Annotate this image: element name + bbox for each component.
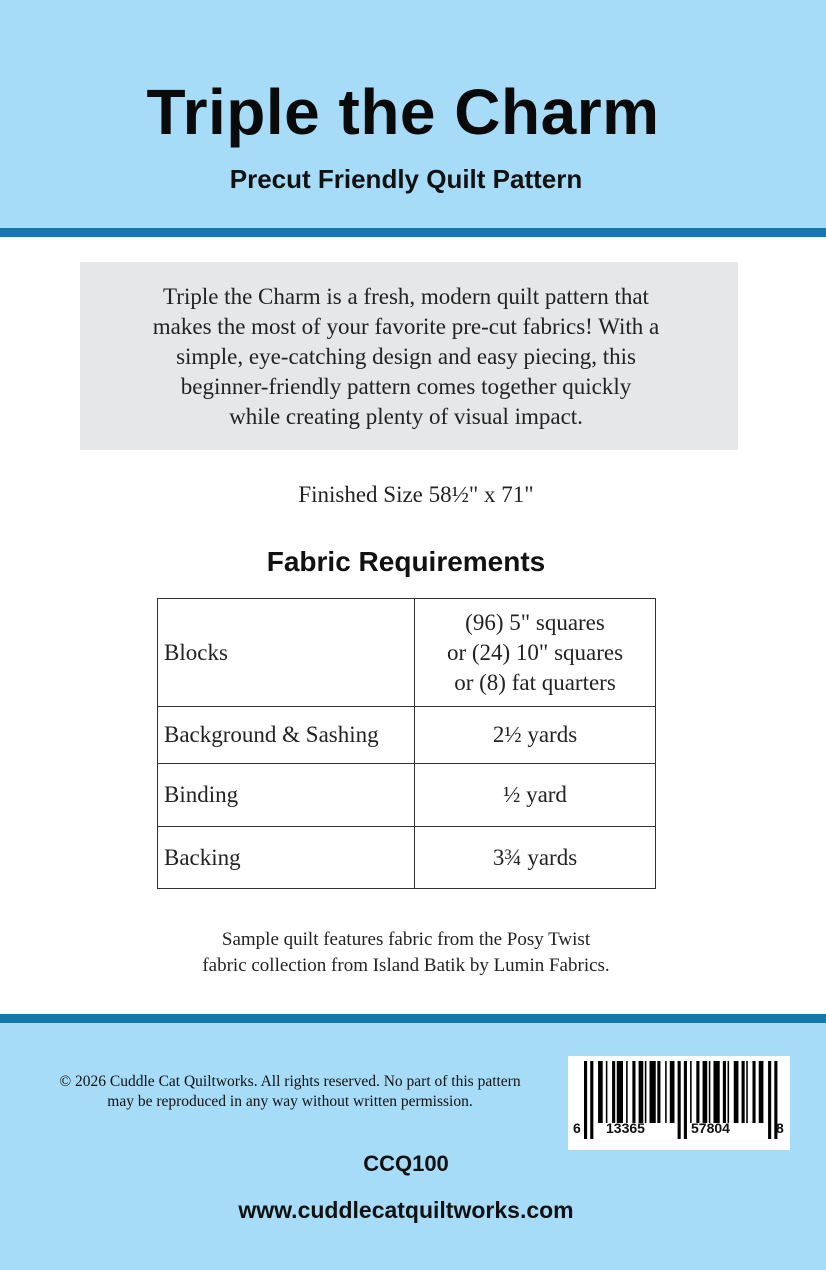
barcode-bar [617,1061,623,1123]
sample-fabric-note [0,927,812,979]
pattern-title: Triple the Charm [146,76,660,148]
barcode-bar [626,1061,628,1123]
bottom-divider [0,1014,826,1023]
description-line: makes the most of your favorite pre-cut fabrics! With a [152,314,660,339]
description-text [80,282,732,432]
fabric-requirements-heading: Fabric Requirements [266,546,546,577]
barcode-bar [612,1061,615,1123]
pattern-subtitle: Precut Friendly Quilt Pattern [229,164,583,194]
barcode-guard-bar [768,1061,771,1139]
copyright-line: may be reproduced in any way without written permission. [107,1093,473,1110]
table-row [158,707,656,764]
finished-size: Finished Size 58½" x 71" [298,482,534,507]
barcode-bar [742,1061,745,1123]
barcode-first-digit: 6 [573,1120,581,1136]
barcode-bar [752,1061,755,1123]
barcode-bar [598,1061,603,1123]
barcode-bar [734,1061,739,1123]
table-row [158,827,656,889]
fabric-amount: ½ yard [415,764,656,827]
description-line: beginner-friendly pattern comes together quickly [180,374,632,399]
upc-barcode [568,1056,790,1150]
fabric-amount-line: (96) 5" squares [465,609,605,635]
barcode-bar [728,1061,730,1123]
barcode-bar [606,1061,608,1123]
fabric-item: Blocks [158,599,415,707]
fabric-item: Background & Sashing [158,707,415,764]
fabric-requirements-table [157,598,656,889]
table-row [158,764,656,827]
fabric-item: Backing [158,827,415,889]
barcode-bar [690,1061,692,1123]
barcode-right-group: 57804 [691,1120,730,1136]
description-line: while creating plenty of visual impact. [229,404,583,429]
fabric-amount-line: or (24) 10" squares [446,639,624,665]
fabric-amount [415,599,656,707]
barcode-bar [703,1061,708,1123]
barcode-bar [639,1061,644,1123]
product-sku: CCQ100 [363,1151,449,1176]
barcode-check-digit: 8 [776,1120,784,1136]
description-line: simple, eye-catching design and easy piecing, this [176,344,636,369]
barcode-bar [657,1061,660,1123]
copyright-line: © 2026 Cuddle Cat Quiltworks. All rights reserved. No part of this pattern [59,1073,521,1090]
sample-note-line: fabric collection from Island Batik by Lumin Fabrics. [202,955,610,976]
barcode-guard-bar [584,1061,587,1139]
description-line: Triple the Charm is a fresh, modern quilt pattern that [163,284,649,309]
table-row [158,599,656,707]
fabric-amount: 2½ yards [415,707,656,764]
barcode-bar [645,1061,647,1123]
barcode-bar [650,1061,656,1123]
barcode-left-group: 13365 [606,1120,645,1136]
fabric-amount: 3¾ yards [415,827,656,889]
copyright-notice [0,1072,580,1112]
barcode-guard-bar [590,1061,593,1139]
barcode-bar [746,1061,748,1123]
barcode-bar [709,1061,711,1123]
website-url: www.cuddlecatquiltworks.com [238,1197,574,1223]
top-divider [0,228,826,237]
barcode-bar [696,1061,699,1123]
barcode-bar [759,1061,764,1123]
fabric-amount-line: or (8) fat quarters [454,669,616,695]
sample-note-line: Sample quilt features fabric from the Posy Twist [221,929,591,950]
barcode-guard-bar [678,1061,681,1139]
barcode-bar [670,1061,675,1123]
barcode-bar [665,1061,667,1123]
barcode-bars [568,1056,790,1150]
fabric-item: Binding [158,764,415,827]
barcode-bar [713,1061,719,1123]
barcode-guard-bar [684,1061,687,1139]
barcode-bar [632,1061,635,1123]
barcode-bar [723,1061,726,1123]
